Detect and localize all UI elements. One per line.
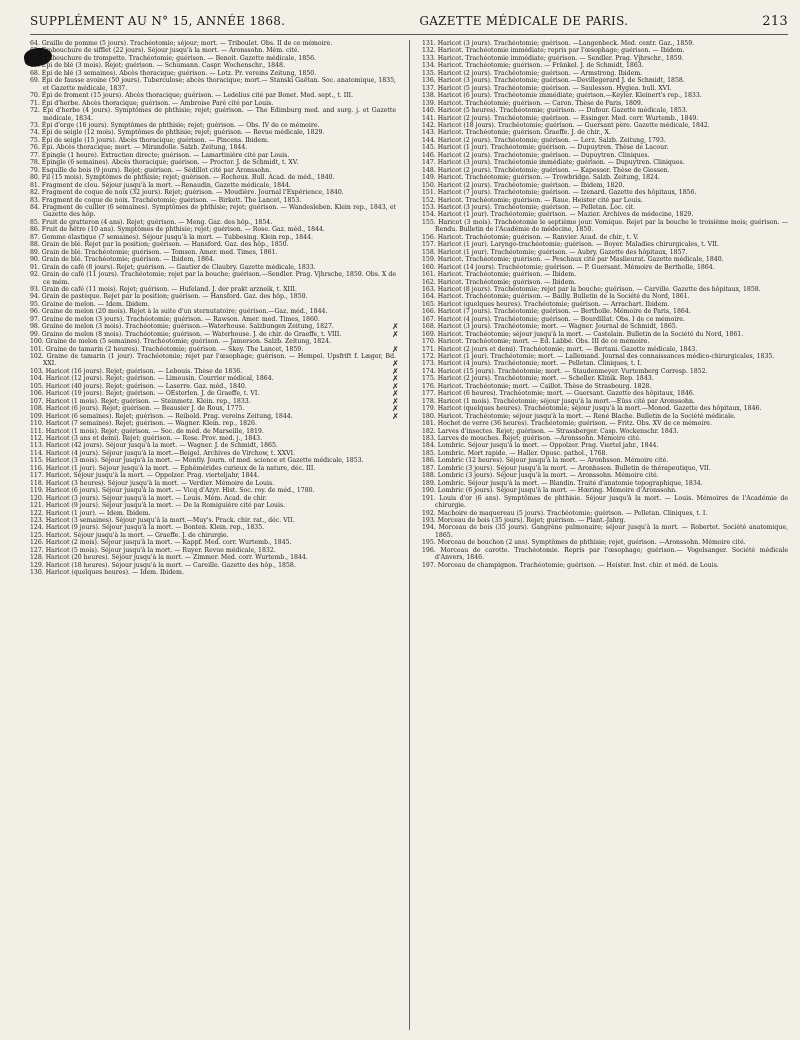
case-entry: 154. Haricot (1 jour). Trachéotomie; guérison. — Mazier. Archives de médecine, 1829. <box>422 211 694 219</box>
case-entry: 67. Épi de blé (3 mois). Rejet; guérison. — Schumann. Caspr. Wochenschr., 1848. <box>30 62 285 70</box>
case-entry: ✗ 176. Haricot. Trachéotomie; mort. — Caillot. Thèse de Strasbourg. 1828. <box>392 381 652 391</box>
case-entry: 97. Graine de melon (3 jours). Trachéotomie; guérison. — Rawson. Amer. med. Times, 1860. <box>30 315 320 323</box>
case-entry: 167. Haricot (4 jours). Trachéotomie; guérison. — Bourdillat. Obs. I de ce mémoire. <box>422 315 685 323</box>
case-entry: 113. Haricot (42 jours). Séjour jusqu'à la mort. — Wagner. J. de Schmidt, 1865. <box>30 442 278 450</box>
case-entry: 138. Haricot (6 jours). Trachéotomie immédiate; guérison.—Keyler. Kleinert's rep., 1833. <box>422 92 702 100</box>
case-entry: 153. Haricot (3 jours). Trachéotomie; guérison. — Pelletan. Loc. cit. <box>422 203 636 211</box>
case-entry: 114. Haricot (4 jours). Séjour jusqu'à la mort.—Beigel. Archives de Virchow, t. XXVI. <box>30 449 296 457</box>
case-entry: 99. Graine de melon (8 mois). Trachéotomie; guérison. — Waterhouse. J. de chir. de Graeffe, t. VIII. <box>30 330 342 338</box>
case-entry: 122. Haricot (1 jour). — Idem. Ibidem. <box>30 509 151 517</box>
case-entry: ✗ 173. Haricot (4 jours). Trachéotomie; mort. — Pelletan. Cliniques, t. I. <box>392 359 642 369</box>
case-entry: 186. Lombric (12 heures). Séjour jusqu'à la mort. — Aronhsson. Mémoire cité. <box>422 457 669 465</box>
case-entry: 121. Haricot (9 jours). Séjour jusqu'à la mort. — De la Romiguière cité par Louis. <box>30 502 286 510</box>
case-entry: 103. Haricot (16 jours). Rejet; guérison. — Lebouis. Thèse de 1836. <box>30 367 243 375</box>
case-entry: 137. Haricot (5 jours). Trachéotomie; guérison. — Saulesson. Hygiea. bull. XVI. <box>422 84 672 92</box>
case-entry: 88. Grain de blé. Rejet par la position; guérison. — Hansford. Gaz. des hôp., 1850. <box>30 241 289 249</box>
case-entry: 188. Lombric (3 jours). Séjour jusqu'à la mort. — Aronssohn. Mémoire cité. <box>422 472 659 480</box>
case-entry: 95. Graine de melon. — Idem. Ibidem. <box>30 300 150 308</box>
case-entry: 84. Fragment de cuiller (6 semaines). Symptômes de phthisie; rejet; guérison. — Wandesleben. Klein rep., 1843, et Gazette des hôp. <box>30 203 396 219</box>
case-entry: 101. Graine de tamarin (2 heures). Trachéotomie; guérison. — Skey. The Lancet, 1859. <box>30 345 304 353</box>
case-entry: 87. Gomme élastique (7 semaines). Séjour jusqu'à la mort. — Tubbesing. Klein rep., 1844. <box>30 233 313 241</box>
case-entry: 76. Épi. Abcès thoracique; mort. — Mirandolle. Salzb. Zeitung, 1844. <box>30 144 248 152</box>
case-entry: 104. Haricot (12 jours). Rejet; guérison. — Limousin. Courrier médical, 1864. <box>30 375 274 383</box>
case-entry: 79. Esquille de bois (9 jours). Rejet; guérison. — Sédillot cité par Aronssohn. <box>30 166 272 174</box>
case-entry: 106. Haricot (19 jours). Rejet; guérison. — OEsterlen. J. de Graeffe, t. VI. <box>30 390 260 398</box>
case-entry: 83. Fragment de coque de noix. Trachéotomie; guérison. — Birkett. The Lancet, 1853. <box>30 196 302 204</box>
case-entry: 157. Haricot (1 jour). Laryngo-trachéotomie; guérison. — Boyer. Maladies chirurgicales, t. VII. <box>422 241 719 249</box>
case-entry: 142. Haricot (18 jours). Trachéotomie; guérison. — Guersant père. Gazette médicale, 1842. <box>422 121 710 129</box>
page-header <box>30 14 788 35</box>
case-entry: 136. Haricot (3 jours). Trachéotomie; guérison.—Devillegerard J. de Schmidt, 1858. <box>422 77 685 85</box>
case-entry: 192. Machoire de maquereau (5 jours). Trachéotomie; guérison. — Pelletan. Cliniques, t. I. <box>422 509 708 517</box>
case-entry: 191. Louis d'or (6 ans). Symptômes de phthisie. Séjour jusqu'à la mort. — Louis. Mémoires de l'Académie de chirurgie. <box>422 494 788 510</box>
case-entry: 144. Haricot (2 jours). Trachéotomie; guérison. — Lerz. Salzb. Zeitung, 1793. <box>422 136 666 144</box>
case-entry: 124. Haricot (9 jours). Séjour jusqu'à la mort. — Bonten. Klein. rep., 1835. <box>30 524 265 532</box>
case-entry: ✗ 169. Haricot. Trachéotomie; séjour jusqu'à la mort. — Castelain. Bulletin de la Société du Nord, 1861. <box>392 329 744 339</box>
case-entry: 105. Haricot (40 jours). Rejet; guérison. — Laserre. Gaz. méd., 1840. <box>30 382 247 390</box>
case-entry: 151. Haricot (7 jours). Trachéotomie; guérison. — Izenard. Gazette des hôpitaux, 1856. <box>422 189 697 197</box>
case-entry: 72. Épi d'herbe (4 jours). Symptômes de phthisie; rejet; guérison. — The Edimburg med. and surg. j. et Gazette médicale, 1834. <box>30 107 396 122</box>
case-entry: 78. Épingle (6 semaines). Abcès thoracique; guérison. — Proctor. J. de Schmidt, t. XV. <box>30 159 299 167</box>
case-entry: 126. Haricot (2 mois). Séjour jusqu'à la mort. — Kappf. Med. corr. Wurtemb., 1845. <box>30 539 292 547</box>
case-entry: 132. Haricot. Trachéotomie immédiate; repris par l'œsophage; guérison. — Ibidem. <box>422 47 685 55</box>
case-entry: 127. Haricot (5 mois). Séjour jusqu'à la mort. — Ruyer. Revue médicale, 1832. <box>30 546 276 554</box>
case-entry: 102. Graine de tamarin (1 jour). Trachéotomie; rejet par l'œsophage; guérison. — Hempel. Upsfrift f. Læger, Bd. XXI. <box>30 353 396 368</box>
case-entry: 119. Haricot (6 jours). Séjour jusqu'à la mort. — Vicq d'Azyr. Hist. Soc. roy. de méd., 1780. <box>30 487 315 495</box>
case-entry: 73. Épi d'orge (16 jours). Symptômes de phthisie; rejet; guérison. — Obs. IV de ce mémoire. <box>30 121 320 129</box>
newspaper-page <box>30 14 788 1030</box>
case-entry: 164. Haricot. Trachéotomie; guérison. — Bailly. Bulletin de la Société du Nord, 1861. <box>422 293 690 301</box>
case-entry: 100. Graine de melon (5 semaines). Trachéotomie; guérison. — Jamerson. Salzb. Zeitung, 1824. <box>30 338 332 346</box>
case-entry: ✗ 179. Haricot (quelques heures). Trachéotomie; séjour jusqu'à la mort.—Monod. Gazette des hôpitaux, 1846. <box>392 404 762 414</box>
case-entry: 74. Épi de seigle (12 mois). Symptômes de phthisie; rejet; guérison. — Revue médicale, 1829. <box>30 129 325 137</box>
case-entry: 116. Haricot (1 jour). Séjour jusqu'à la mort. — Ephémérides curieux de la nature, déc. III. <box>30 464 316 472</box>
case-entry: 156. Haricot. Trachéotomie; guérison. — Ranvier. Acad. de chir., t. V. <box>422 233 639 241</box>
case-entry: 129. Haricot (18 heures). Séjour jusqu'à la mort. — Careille. Gazette des hôp., 1858. <box>30 561 296 569</box>
case-entry: 163. Haricot (8 jours). Trachéotomie; rejet par la bouche; guérison. — Carville. Gazette des hôpitaux, 1858. <box>422 285 761 293</box>
case-entry: ✗ 171. Haricot (2 jours et demi). Trachéotomie; mort. — Bertani. Gazette médicale, 1843. <box>392 344 698 354</box>
case-entry: 170. Haricot. Trachéotomie; mort. — Ed. Labbé. Obs. III de ce mémoire. <box>422 338 650 346</box>
supplement-title: SUPPLÉMENT AU N° 15, ANNÉE 1868. <box>30 14 286 28</box>
case-entry: 130. Haricot (quelques heures). — Idem. Ibidem. <box>30 569 184 577</box>
case-entry: 93. Grain de café (11 mois). Rejet; guérison. — Hufeland. J. der prakt arzneik, t. XIII. <box>30 285 297 293</box>
case-entry: 143. Haricot. Trachéotomie; guérison. Graeffe. J. de chir., X. <box>422 129 611 137</box>
case-entry: 160. Haricot (14 jours). Trachéotomie; guérison. — P. Guersant. Mémoire de Bertholle, 1864. <box>422 263 715 271</box>
case-entry: 197. Morceau de champignon. Trachéotomie; guérison. — Heister. Inst. chir. et méd. de Louis. <box>422 561 719 569</box>
case-entry: 161. Haricot. Trachéotomie; guérison. — Ibidem. <box>422 271 577 279</box>
case-entry: 145. Haricot (1 jour). Trachéotomie; guérison. — Dupuytren. Thèse de Lacour. <box>422 144 669 152</box>
case-entry: 128. Haricot (20 heures). Séjour jusqu'à la mort. — Zimmer. Med. corr. Wurtemb., 1844. <box>30 554 308 562</box>
case-entry: ✗ 168. Haricot (3 jours). Trachéotomie; mort. — Wagner. Journal de Schmidt, 1865. <box>392 322 678 332</box>
case-entry: 155. Haricot (3 mois). Trachéotomie le septième jour. Vomique. Rejet par la bouche le troisième mois; guérison. — Rendu. Bulletin de l'Académie de médecine, 1850. <box>422 218 788 234</box>
case-entry: 131. Haricot (3 jours). Trachéotomie; guérison. —Langenbeck. Med. centr. Gaz., 1859. <box>422 40 695 47</box>
case-entry: 172. Haricot (1 jour). Trachéotomie; mort. — Lallemand. Journal des connaissances médico-chirurgicales, 1835. <box>422 353 775 361</box>
case-entry: 150. Haricot (2 jours). Trachéotomie; guérison. — Ibidem, 1820. <box>422 181 625 189</box>
case-entry: 96. Graine de melon (20 mois). Rejet à la suite d'un sternutatoire; guérison.—Gaz. méd., 1844. <box>30 308 328 316</box>
case-entry: 69. Épi de fausse avoine (50 jours). Tuberculose; abcès thoracique; mort.— Stanski Gaëtan. Soc. anatomique, 1835, et Gazette médicale, 1837. <box>30 77 396 92</box>
case-entry: 120. Haricot (3 jours). Séjour jusqu'à la mort. — Louis. Mém. Acad. de chir. <box>30 494 267 502</box>
case-entry: 196. Morceau de carotte. Trachéotomie. Repris par l'œsophage; guérison.— Vogelsanger. Société médicale d'Anvers, 1846. <box>422 546 788 562</box>
case-entry: 166. Haricot (7 jours). Trachéotomie; guérison. — Bertholle. Mémoire de Paris, 1864. <box>422 308 691 316</box>
case-entry: 81. Fragment de clou. Séjour jusqu'à la mort. —Renaudin, Gazette médicale, 1844. <box>30 181 291 189</box>
case-entry: 91. Grain de café (8 jours). Rejet; guérison. — Gautier de Claubry. Gazette médicale, 1833. <box>30 263 316 271</box>
case-entry: 85. Fruit de gratteron (4 ans). Rejet; guérison. — Meng. Gaz. des hôp., 1854. <box>30 218 273 226</box>
case-entry: 134. Haricot. Trachéotomie; guérison. — Fränkel. J. de Schmidt, 1863. <box>422 62 644 70</box>
case-entry: 112. Haricot (3 ans et demi). Rejet; guérison. — Rose. Prov. med. j., 1843. <box>30 435 263 443</box>
case-entry: 65. Embouchure de sifflet (22 jours). Séjour jusqu'à la mort. — Aronssohn. Mém. cité. <box>30 47 300 55</box>
case-entry: 193. Morceau de bois (35 jours). Rejet; guérison. — Plant.-Jahrg. <box>422 517 626 524</box>
case-entry: ✗ 177. Haricot (6 heures). Trachéotomie; mort. — Guersant. Gazette des hôpitaux, 1846. <box>392 389 695 399</box>
case-entry: 135. Haricot (2 jours). Trachéotomie; guérison. — Armstrong. Ibidem. <box>422 69 643 77</box>
case-entry: ✗ 180. Haricot. Trachéotomie; séjour jusqu'à la mort. — René Blache. Bulletin de la Société médicale. <box>392 411 736 421</box>
case-entry: 185. Lombric. Mort rapide. — Haller. Opusc. pathol., 1768. <box>422 449 608 457</box>
case-entry: 195. Morceau de bouchon (2 ans). Symptômes de phthisie; rejet, guérison. —Aronssohn. Mémoire cité. <box>422 539 746 547</box>
case-entry: 75. Épi de seigle (15 jours). Abcès thoracique; guérison. — Pincens. Ibidem. <box>30 136 269 144</box>
case-entry: 86. Fruit de hêtre (10 ans). Symptômes de phthisie; rejet; guérison. — Rose. Gaz. méd., 1844. <box>30 226 325 234</box>
case-entry: 162. Haricot. Trachéotomie; guérison. — Ibidem. <box>422 278 577 286</box>
case-entry: 194. Morceau de bois (35 jours). Gangrène pulmonaire; séjour jusqu'à la mort. — Robertet. Société anatomique, 1865. <box>422 524 788 539</box>
right-column <box>392 40 788 1030</box>
page-number: 213 <box>762 14 788 29</box>
case-entry: 147. Haricot (3 jours). Trachéotomie immédiate; guérison. — Dupuytren. Cliniques. <box>422 159 685 167</box>
case-entry: 125. Haricot. Séjour jusqu'à la mort. — Graeffe. J. de chirurgie. <box>30 531 229 539</box>
case-entry: 189. Lombric. Séjour jusqu'à la mort. — Blandin. Traité d'anatomie topographique, 1834. <box>422 479 703 487</box>
case-entry: 68. Épi de blé (3 semaines). Abcès thoracique; guérison. — Lotz. Pr. vereins Zeitung, 1850. <box>30 69 317 77</box>
case-entry: 66. Embouchure de trompette. Trachéotomie; guérison. — Benoit. Gazette médicale, 1856. <box>30 54 316 62</box>
case-entry: 94. Grain de pastèque. Rejet par la position; guérison. — Hansford. Gaz. des hôp., 1850. <box>30 293 308 301</box>
text-columns <box>30 40 788 1030</box>
case-entry: 165. Haricot (quelques heures). Trachéotomie; guérison. — Arrachart. Ibidem. <box>422 300 670 308</box>
case-entry: 71. Épi d'herbe. Abcès thoracique; guérison. — Ambroise Paré cité par Louis. <box>30 99 274 107</box>
case-entry: 82. Fragment de coque de noix (32 jours). Rejet; guérison. — Moudière. Journal l'Expérience, 1840. <box>30 189 344 197</box>
case-entry: 109. Haricot (6 semaines). Rejet; guérison. — Reibold. Prag. vereins Zeitung, 1844. <box>30 412 293 420</box>
case-entry: 111. Haricot (1 mois). Rejet; guérison. — Soc. de méd. de Marseille, 1819. <box>30 427 264 435</box>
case-entry: 184. Lombric. Séjour jusqu'à la mort. — Oppolzer. Prag. Viertel jahr., 1844. <box>422 442 659 450</box>
case-entry: 64. Graille de pomme (5 jours). Trachéotomie; séjour; mort. — Triboulet. Obs. II de ce mémoire. <box>30 40 333 47</box>
case-entry: 190. Lombric (6 jours). Séjour jusqu'à la mort. — Hœring. Mémoire d'Aronssohn. <box>422 487 678 495</box>
case-entry: 115. Haricot (3 mois). Séjour jusqu'à la mort. — Montly. Journ. of med. science et Gazette médicale, 1853. <box>30 457 364 465</box>
column-rule <box>409 40 410 1030</box>
case-entry: 149. Haricot. Trachéotomie; guérison. — Trowbridge. Salzb. Zeitung, 1824. <box>422 174 660 182</box>
left-column <box>30 40 396 1030</box>
case-entry: 181. Hochet de verre (36 heures). Trachéotomie; guérison. — Fritz. Obs. XV de ce mémoire. <box>422 420 712 428</box>
case-entry: 70. Épi de froment (15 jours). Abcès thoracique; guérison. — Ledelius cité par Bonet. Med. sept., t. III. <box>30 92 354 100</box>
case-entry: 183. Larves de mouches. Rejet; guérison. —Aronssohn. Mémoire cité. <box>422 435 642 443</box>
case-entry: 117. Haricot. Séjour jusqu'à la mort. — Oppolzer. Prag. vierteljahr, 1844. <box>30 472 260 480</box>
journal-title: GAZETTE MÉDICALE DE PARIS. <box>419 14 629 28</box>
case-entry: 80. Fil (15 mois). Symptômes de phthisie; rejet; guérison. — Rochoux. Bull. Acad. de méd., 1840. <box>30 174 335 182</box>
case-entry: ✗ 174. Haricot (15 jours). Trachéotomie; mort. — Staudenmeyer. Vurtemberg Corresp. 1852. <box>392 366 708 376</box>
case-entry: 89. Grain de blé. Trachéotomie; guérison. — Tomson. Amer. med. Times, 1861. <box>30 248 278 256</box>
case-entry: 148. Haricot (2 jours). Trachéotomie; guérison. — Kapesser. Thèse de Giessen. <box>422 166 670 174</box>
case-entry: 139. Haricot. Trachéotomie; guérison. — Caron. Thèse de Paris, 1809. <box>422 99 643 107</box>
case-entry: 77. Épingle (1 heure). Extraction directe; guérison. — Lamartinière cité par Louis. <box>30 151 290 159</box>
case-entry: 110. Haricot (7 semaines). Rejet; guérison. — Wagner. Klein. rep., 1826. <box>30 420 257 428</box>
case-entry: 158. Haricot (1 jour). Trachéotomie; guérison. — Aubry. Gazette des hôpitaux, 1857. <box>422 248 688 256</box>
case-entry: 140. Haricot (5 heures). Trachéotomie; guérison. — Dufour. Gazette médicale, 1853. <box>422 107 688 115</box>
case-entry: 182. Larves d'insectes. Rejet; guérison. — Strassberger. Casp. Wockenschr. 1843. <box>422 427 679 435</box>
case-entry: 90. Grain de blé. Trachéotomie; guérison. — Ibidem, 1864. <box>30 256 215 264</box>
case-entry: ✗ 178. Haricot (1 mois). Trachéotomie; séjour jusqu'à la mort.—Eüss cité par Aronssohn. <box>392 396 695 406</box>
case-entry: 133. Haricot. Trachéotomie immédiate; guérison. — Sendler. Prag. Vjhrschr., 1859. <box>422 54 684 62</box>
case-entry: 123. Haricot (3 semaines). Séjour jusqu'à la mort.—Muy's. Prack. chir. rat., déc. VII. <box>30 517 295 524</box>
case-entry: 118. Haricot (3 heures). Séjour jusqu'à la mort. — Verdier. Mémoire de Louis. <box>30 479 275 487</box>
case-entry: 107. Haricot (1 mois). Rejet; guérison. — Steinmetz. Klein. rep., 1833. <box>30 397 251 405</box>
case-entry: 159. Haricot. Trachéotomie; guérison. — Peschaux cité par Maslieurat. Gazette médicale, 1840. <box>422 256 724 264</box>
case-entry: 187. Lombric (3 jours). Séjour jusqu'à la mort. — Aronhsson. Bulletin de thérapeutique, VII. <box>422 464 711 472</box>
case-entry: 92. Grain de café (11 jours). Trachéotomie; rejet par la bouche; guérison.—Sendler. Prag. Vjhrsche, 1859. Obs. X de ce mém. <box>30 271 396 286</box>
case-entry: 152. Haricot. Trachéotomie; guérison. — Raue. Heister cité par Louis. <box>422 196 643 204</box>
case-entry: 141. Haricot (2 jours). Trachéotomie; guérison. — Essinger. Med. corr. Wurtemb., 1849. <box>422 114 699 122</box>
case-entry: 98. Graine de melon (3 mois). Trachéotomie; guérison.—Waterhouse. Salzbungen Zeitung, 1827. <box>30 323 334 331</box>
case-entry: 146. Haricot (2 jours). Trachéotomie; guérison. — Dupuytren. Cliniques. <box>422 151 650 159</box>
case-entry: ✗ 175. Haricot (2 jours). Trachéotomie; mort. — Scheller. Klinik. Rep. 1843. <box>392 374 654 384</box>
case-entry: 108. Haricot (6 jours). Rejet; guérison. — Beausier J. de Roux, 1775. <box>30 405 245 413</box>
